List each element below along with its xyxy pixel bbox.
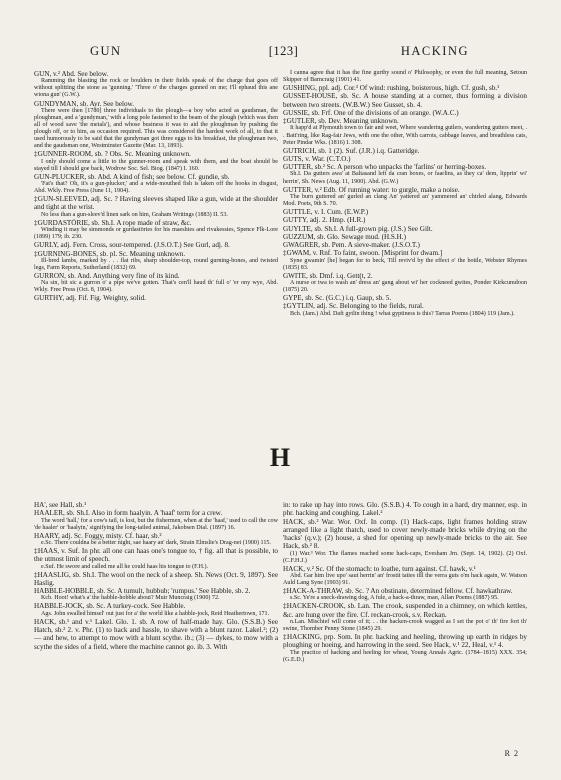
dictionary-entry: ‡HAASLIG, sb. Sh.I. The wool on the neck of a sheep. Sh. News (Oct. 9, 1897). See Haslig. [34,570,278,587]
dictionary-entry: GUZZUM, sb. Glo. Sewage mud. (H.S.H.) [283,232,406,241]
entry-quotation: Syne gwamin' [he] began for to beck, Till reviv'd by the effect o' the bottle, Webster Rhymes (1835) 83. [283,257,527,271]
dictionary-entry: GUNDYMAN, sb. Ayr. See below. [34,99,135,108]
dictionary-entry: HACK, v.² Sc. Of the stomach: to loathe, turn against. Cf. hawk, v.¹ [283,564,476,573]
dictionary-entry: HA', see Hall, sb.¹ [34,501,87,509]
dictionary-entry: GWITE, sb. Dmf. i.q. Gett(t, 2. [283,271,373,280]
entry-quotation: 'Fat's that? Oh, it's a gun-plucker,' and a wide-mouthed fish is taken off the hooks in disgust, Abd. Wkly. Free Press (June 11, 1904). [34,181,278,195]
dictionary-entry: GUTTLE, v. I. Cum. (E.W.P.) [283,208,369,217]
header-guideword-right: HACKING [400,44,469,58]
dictionary-entry: ‡HACK-A-THRAW, sb. Sc. ? An obstinate, determined fellow. Cf. hawkathraw. [283,587,513,596]
dictionary-entry: HACK, sb.¹ and v.¹ Lakel. Glo. 1. sb. A row of half-made hay. Glo. (S.S.B.) See Hatch, sb.² 2. v. Phr. (1) to hack and hassle, to shave with a blunt razor. Lakel.²; (2) — and hew, to attempt to mow with a blunt scythe. ib.; (3) — dykes, to mow with a scythe the sides of a field, where the machine cannot go. ib. 3. With [34,617,278,651]
section-letter: H [269,443,292,472]
entry-quotation: The burn guttered an' gurled an clang An' yattered an' yammered an' chirled alang, Edwards Mod. Poets, 9th S. 70. [283,193,527,207]
header-guideword-left: GUN [90,44,122,58]
entry-quotation: s.Sc. Ye're a sneck-drawing dog, A fule, a hack-a-thraw, man, Allan Poems (1887) 95. [290,595,499,602]
entry-quotation: Bch. (Jam.) Abd. Daft gytlin thing ! what gyptiness is this? Tarras Poems (1804) 119 (Jam.). [290,310,515,317]
entry-quotation: A nurse or twa to wash an' dress an' gang about wi' her cockneed gwites, Ponder Kirkcumdoon (1875) 20. [283,280,527,294]
dictionary-entry: HABBLE-HOBBLE, sb. Sc. A tumult, hubbub; 'rumpus.' See Habble, sb. 2. [34,587,251,596]
dictionary-entry: in: to rake up hay into rows. Glo. (S.S.B.) 4. To cough in a hard, dry manner, esp. in phr. hacking and coughing. Lakel.² [283,501,527,518]
signature-mark: R 2 [504,749,519,758]
entry-quotation: Kcb. Hoot! what's a' the habble-hobble about? Muir Muncraig (1900) 72. [41,595,220,602]
dictionary-entry: ‡GURDASTÖRIE, sb. Sh.I. A rope made of straw, &c. [34,218,192,227]
dictionary-entry: ‡GYTLIN, adj. Sc. Belonging to the fields, rural. [283,302,424,311]
entry-quotation: No less than a gun-sleev'd linen sark on him, Graham Writings (1883) II. 53. [41,211,228,218]
column-left-bottom [34,501,278,651]
page-header [34,44,533,60]
entry-quotation: The practice of hacking and heeling for wheat, Young Annals Agric. (1784–1815) XXX. 354; (G.E.D.) [283,649,527,663]
dictionary-entry: HAALER, sb. Sh.I. Also in form haalyin. A 'haaf' term for a crew. [34,509,223,518]
entry-quotation: Ramming the blasting the rock or boulders in their fields speak of the charge that goes off without splitting the stone as 'gunning.' 'Three o' the charges gunned on me; I'll ephaud this ane wiona gun' (G.W.). [34,78,278,99]
dictionary-entry: GUSSET-HOUSE, sb. Sc. A house standing at a corner, thus forming a division between two streets. (W.B.W.) See Gusset, sb. 4. [283,92,527,109]
entry-quotation: Ill-bred lambs, marked by . . . flat ribs, sharp shoulder-top, round gurning-bones, and twisted legs, Farm Reports, Sutherland (1832) 69. [34,257,278,271]
entry-quotation: The word 'hall,' for a cow's tail, is lost, but the fishermen, when at the 'haaf,' used to call the cow 'de haaler' or 'haalyin,' signifying the long-tailed animal, Jakobsen Dial. (1897) 16. [34,517,278,531]
entry-quotation: (1) War.³ Wor. The flames reached some hack-caps, Evesham Jrn. (Sept. 14, 1902). (2) Oxf. (C.F.H.J.) [283,550,527,564]
column-right-bottom [283,501,527,664]
dictionary-entry: GUTTY, adj. 2. Hmp. (H.R.) [283,216,366,225]
dictionary-entry: GWAGRER, sb. Pem. A sieve-maker. (J.S.O.T.) [283,241,420,250]
dictionary-entry: GUTS, v. War. (C.T.O.) [283,154,351,163]
page-number: [123] [268,44,299,58]
entry-quotation: There were then [1780] three individuals to the plough—a boy who acted as gaudsman, the ploughman, and a 'gundyman,' with a long pole fastened to the beam of the plough (which was then all of wood save 'the metals'), and whose business it was to aid the ploughman by pushing the plough off, or to him, as occasion required. This was considered the hardest work of all, to that it used humorously to be said that the gundyman got three eggs to his breakfast, the ploughman two, and the gaudsman one, Westminster Gazette (Mar. 13, 1893). [34,107,278,150]
dictionary-entry: GUYLTE, sb. Sh.I. A full-grown pig. (J.S.) See Gilt. [283,224,433,233]
dictionary-entry: GUTTER, v.² Edb. Of running water: to gurgle, make a noise. [283,185,460,194]
dictionary-entry: GUTTER, sb.² Sc. A person who unpacks the 'farlins' or herring-boxes. [283,163,487,172]
entry-quotation: Winding it may be simmonds or gurdastöries for his maeshies and rivakessies, Spence Flk-Lore (1899) 179; ib. 230. [34,227,278,241]
dictionary-entry: ‡HAAS, v. Suf. In phr. all one can haas one's tongue to, † fig. all that is possible, to the utmost limit of speech. [34,547,278,564]
entry-quotation: Abd. Gar him live upo' saut herrin' an' frostit taties till the verra guts o'm hack again, W. Watson Auld Lang Syne (1903) 91. [283,572,527,587]
dictionary-entry: HACK, sb.² War. Wor. Oxf. In comp. (1) Hack-caps, light frames holding straw arranged like a light thatch, used to cover newly-made bricks while drying on the 'hacks' (q.v.); (2) house, a shed for opening up newly-made bricks to the air. See Hack, sb.² 8. [283,517,527,551]
entry-quotation: n.Lan. Mischief will come of it; . . the hacken-crook wagged as I set the pot o' th' fire fort th' swine, Thornber Penny Stone (1845) 29. [283,618,527,633]
dictionary-entry: ‡GUN-SLEEVED, adj. Sc. ? Having sleeves shaped like a gun, wide at the shoulder and tight at the wrist. [34,195,278,212]
dictionary-entry: GUN-PLUCKER, sb. Abd. A kind of fish; see below. Cf. gundie, sb. [34,172,230,181]
dictionary-entry: GURTHY, adj. Fif. Fig. Weighty, solid. [34,294,146,303]
entry-quotation: e.Suf. He swore and called me all he could haas his tongue to (F.H.). [41,563,209,570]
dictionary-entry: ‡GUTLER, sb. Dev. Meaning unknown. [283,117,399,126]
entry-quotation: I only should come a little to the gunner-room and speak with them, and the boat should be stayed till I should goe back, Wodrow Soc. Sel. Biog. (1847) I. 160. [34,158,278,172]
entry-quotation: Ags. John swalled himsel' out just for a' the world like a habble-jock, Reid Heathertown, 171. [41,610,270,617]
column-right-top [283,70,527,318]
dictionary-entry: GUSSIE, sb. Frf. One of the divisions of an orange. (W.A.C.) [283,108,459,117]
column-left-top [34,70,278,303]
dictionary-entry: ‡HACKING, prp. Som. In phr. hacking and heeling, throwing up earth in ridges by ploughing or hoeing, and harrowing in the seed. See Hack, v.¹ 22, Heal, v.¹ 4. [283,633,527,650]
dictionary-entry: ‡GWAM, v. Rnf. To faint, swoon. [Misprint for dwam.] [283,249,443,258]
dictionary-entry: GURLY, adj. Fern. Cross, sour-tempered. (J.S.O.T.) See Gurl, adj. 8. [34,241,230,250]
dictionary-entry: ‡GUNNER-ROOM, sb. ? Obs. Sc. Meaning unknown. [34,150,191,159]
dictionary-entry: GUN, v.² Abd. See below. [34,70,109,78]
entry-quotation: Sh.I. Da gutters awa' at Baltasand left da cran boxes, or faarlins, as they ca' dem, lipprin' wi' herrin', Sh. News (Aug. 11, 1900). Abd. (G.W.) [283,171,527,185]
dictionary-entry: ‡GURNING-BONES, sb. pl. Sc. Meaning unknown. [34,249,186,258]
entry-quotation: Na sin, bit sic a gurron o' a pipe we've gotten. That's cen'll haud th' full o' 'er ony wye, Abd. Wkly. Free Press (Oct. 8, 1904). [34,280,278,294]
entry-quotation: e.Sc. There couldna be a better night, sae haary an' dark, Strain Elmslie's Drag-net (1900) 115. [41,539,271,546]
dictionary-entry: ‡HACKEN-CROOK, sb. Lan. The crook, suspended in a chimney, on which kettles, &c. are hung over the fire. Cf. reckan-crook, s.v. Reckan. [283,602,527,619]
entry-quotation: I canna agree that it has the fine gurthy sound o' Philosophy, or even the full meaning, Setoun Skipper of Barncraig (1901) 41. [283,70,527,84]
entry-quotation: It happ'd at Plymouth town to fair and weet, Where wandering gutlers, wandering gutters meet, . . Batt'ring, like Rag-fair Jews, with one the other, With carrots, cabbage leaves, and breathless cats, Peter Pindar Wks. (1816) I. 308. [283,125,527,146]
dictionary-entry: GUTRICH, sb. 1 (2). Suf. (J.R.) i.q. Gatteridge. [283,146,420,155]
dictionary-entry: HAARY, adj. Sc. Foggy, misty. Cf. haar, sb.² [34,531,162,540]
dictionary-entry: GUSHING, ppl. adj. Cor.³ Of wind: rushing, boisterous, high. Cf. gush, sb.¹ [283,84,500,93]
dictionary-entry: GURRON, sb. And. Anything very fine of its kind. [34,271,180,280]
dictionary-entry: HABBLE-JOCK, sb. Sc. A turkey-cock. See Habble. [34,602,186,611]
dictionary-entry: GYPE, sb. Sc. (G.C.) i.q. Gaup, sb. 5. [283,294,392,303]
